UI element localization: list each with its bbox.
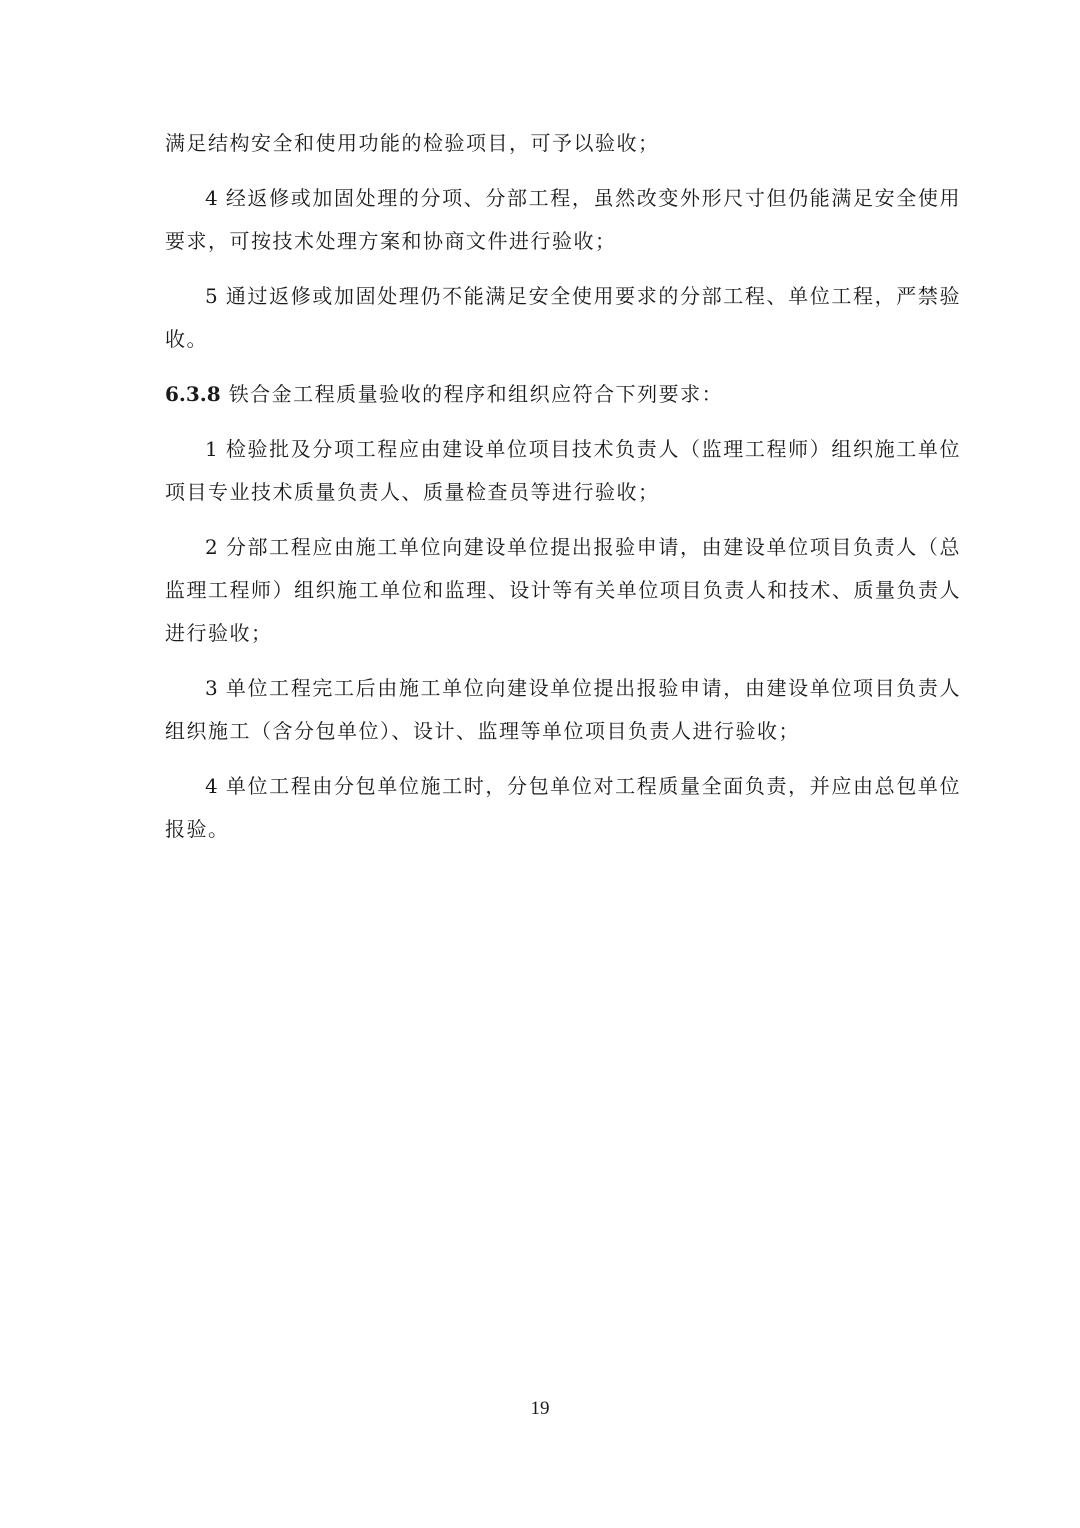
item-text: 单位工程由分包单位施工时，分包单位对工程质量全面负责，并应由总包单位报验。 (165, 774, 961, 841)
document-body (165, 122, 961, 863)
item-text: 单位工程完工后由施工单位向建设单位提出报验申请，由建设单位项目负责人组织施工（含分包单位）、设计、监理等单位项目负责人进行验收； (165, 676, 961, 743)
item-number: 1 (205, 437, 218, 461)
paragraph-text: 满足结构安全和使用功能的检验项目，可予以验收； (165, 131, 660, 155)
list-item (165, 667, 961, 753)
clause-text: 铁合金工程质量验收的程序和组织应符合下列要求： (228, 382, 724, 406)
item-number: 2 (205, 535, 218, 559)
list-item (165, 526, 961, 655)
clause-number: 6.3.8 (165, 382, 221, 406)
item-number: 5 (205, 284, 218, 308)
paragraph-continuation (165, 122, 961, 165)
list-item (165, 275, 961, 361)
item-text: 通过返修或加固处理仍不能满足安全使用要求的分部工程、单位工程，严禁验收。 (165, 284, 961, 351)
list-item (165, 177, 961, 263)
item-text: 检验批及分项工程应由建设单位项目技术负责人（监理工程师）组织施工单位项目专业技术质量负责人、质量检查员等进行验收； (165, 437, 961, 504)
clause-heading (165, 373, 961, 416)
list-item (165, 765, 961, 851)
item-number: 4 (205, 186, 218, 210)
list-item (165, 428, 961, 514)
item-text: 经返修或加固处理的分项、分部工程，虽然改变外形尺寸但仍能满足安全使用要求，可按技术处理方案和协商文件进行验收； (165, 186, 961, 253)
item-number: 3 (205, 676, 218, 700)
item-text: 分部工程应由施工单位向建设单位提出报验申请，由建设单位项目负责人（总监理工程师）组织施工单位和监理、设计等有关单位项目负责人和技术、质量负责人进行验收； (165, 535, 961, 645)
item-number: 4 (205, 774, 218, 798)
page-number: 19 (530, 1398, 550, 1419)
